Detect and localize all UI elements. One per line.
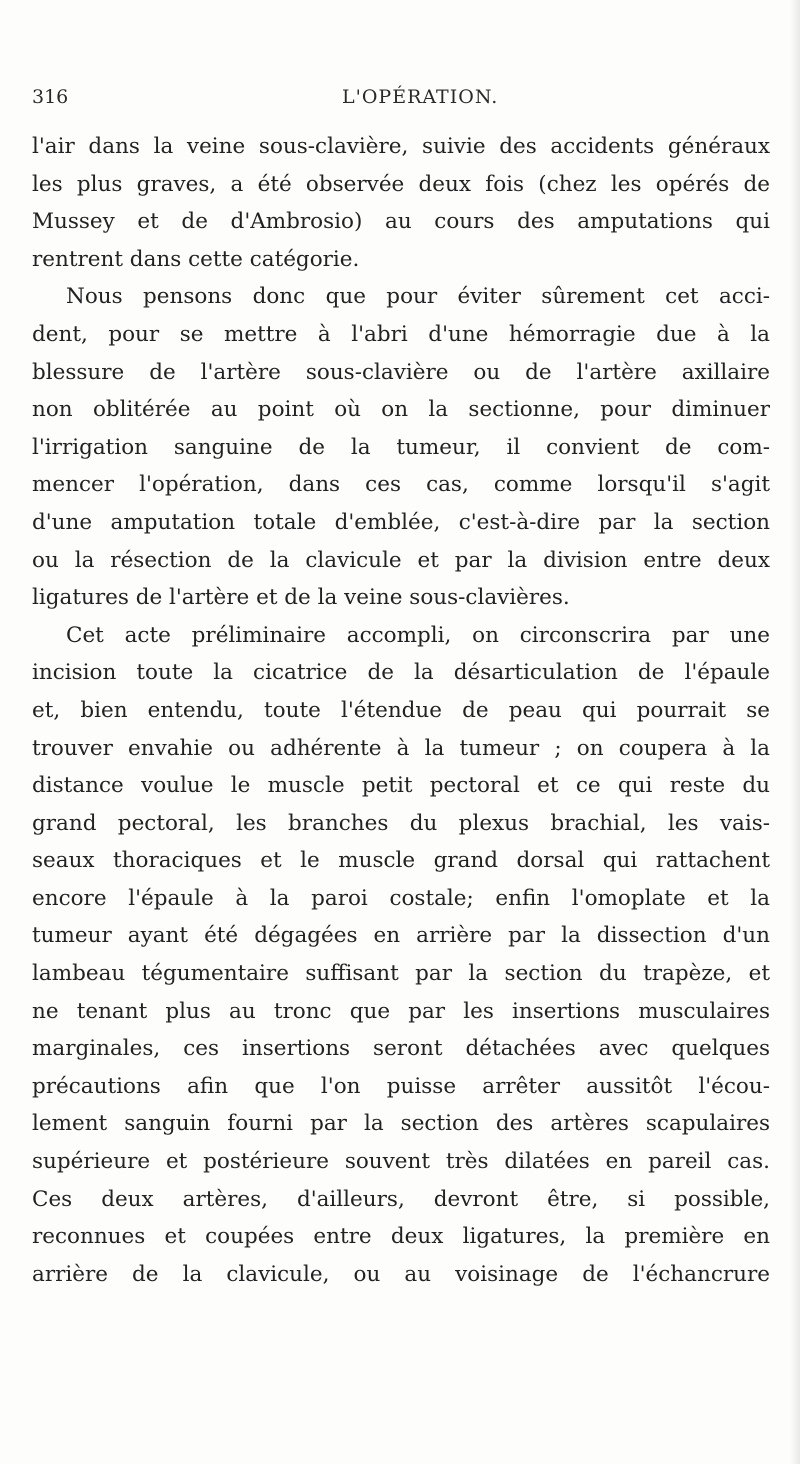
text-line: reconnues et coupées entre deux ligatures, la première en — [32, 1224, 770, 1250]
text-line: l'air dans la veine sous-clavière, suivie des accidents généraux — [32, 134, 770, 159]
text-line: trouver envahie ou adhérente à la tumeur ; on coupera à la — [32, 735, 770, 761]
text-line: précautions afin que l'on puisse arrêter aussitôt l'écou- — [32, 1073, 770, 1099]
text-line: rentrent dans cette catégorie. — [32, 246, 360, 272]
text-line: supérieure et postérieure souvent très dilatées en pareil cas. — [32, 1149, 770, 1175]
text-line: Nous pensons donc que pour éviter sûrement cet acci- — [66, 284, 770, 310]
text-line: encore l'épaule à la paroi costale; enfin l'omoplate et la — [32, 885, 770, 911]
text-line: arrière de la clavicule, ou au voisinage de l'échancrure — [32, 1261, 770, 1287]
text-line: distance voulue le muscle petit pectoral et ce qui reste du — [32, 773, 770, 799]
text-line: ligatures de l'artère et de la veine sous-clavières. — [32, 585, 570, 611]
page-edge-shadow — [790, 0, 800, 1464]
text-line: non oblitérée au point où on la sectionne, pour diminuer — [32, 397, 770, 423]
text-line: l'irrigation sanguine de la tumeur, il convient de com- — [32, 434, 770, 460]
text-line: Ces deux artères, d'ailleurs, devront être, si possible, — [32, 1186, 770, 1212]
text-line: Mussey et de d'Ambrosio) au cours des amputations qui — [32, 209, 770, 235]
text-line: Cet acte préliminaire accompli, on circonscrira par une — [66, 622, 770, 648]
text-line: seaux thoraciques et le muscle grand dorsal qui rattachent — [32, 848, 770, 874]
text-line: lement sanguin fourni par la section des artères scapulaires — [32, 1111, 770, 1137]
text-line: d'une amputation totale d'emblée, c'est-à-dire par la section — [32, 509, 770, 535]
text-line: dent, pour se mettre à l'abri d'une hémorragie due à la — [32, 321, 770, 347]
text-line: ou la résection de la clavicule et par la division entre deux — [32, 547, 770, 573]
text-line: mencer l'opération, dans ces cas, comme lorsqu'il s'agit — [32, 472, 770, 498]
text-line: marginales, ces insertions seront détachées avec quelques — [32, 1036, 770, 1062]
running-title: L'OPÉRATION. — [342, 86, 499, 108]
text-line: et, bien entendu, toute l'étendue de peau qui pourrait se — [32, 697, 770, 723]
text-line: blessure de l'artère sous-clavière ou de l'artère axillaire — [32, 359, 770, 385]
running-head — [32, 86, 770, 110]
text-line: ne tenant plus au tronc que par les insertions musculaires — [32, 998, 770, 1024]
text-line: incision toute la cicatrice de la désarticulation de l'épaule — [32, 660, 770, 686]
page-number: 316 — [32, 86, 69, 108]
text-line: tumeur ayant été dégagées en arrière par la dissection d'un — [32, 923, 770, 949]
body-text — [32, 128, 770, 1293]
text-line: les plus graves, a été observée deux fois (chez les opérés de — [32, 171, 770, 197]
text-line: grand pectoral, les branches du plexus brachial, les vais- — [32, 810, 770, 836]
text-line: lambeau tégumentaire suffisant par la section du trapèze, et — [32, 961, 770, 987]
